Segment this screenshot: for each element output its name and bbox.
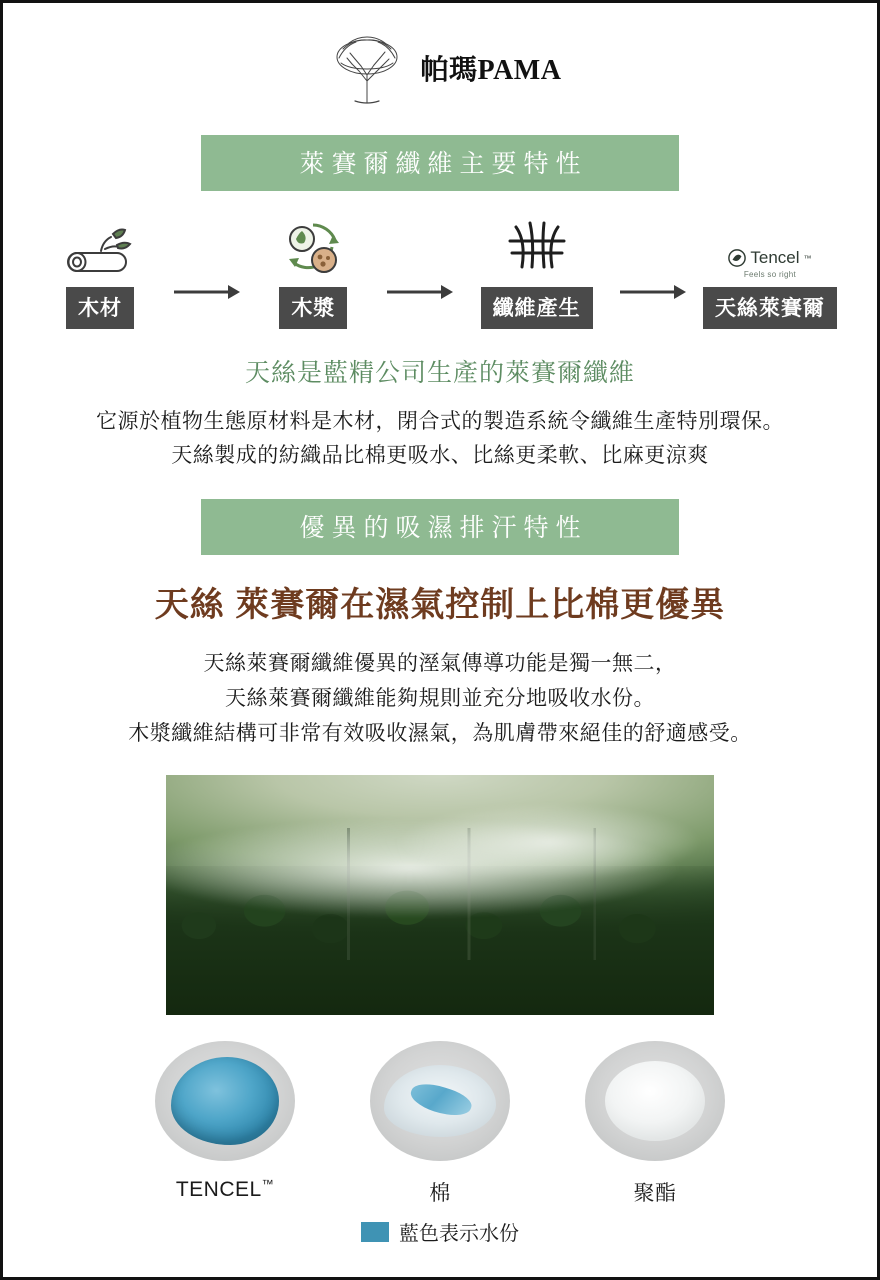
polyester-fiber-moisture-image	[585, 1041, 725, 1161]
flow-step-wood	[30, 213, 170, 329]
tencel-trademark: ™	[803, 253, 812, 263]
section-2-paragraph-line-2: 天絲萊賽爾纖維能夠規則並充分地吸收水份。	[225, 687, 655, 710]
legend-label: 藍色表示水份	[399, 1223, 519, 1245]
flow-label-tencel: 天絲萊賽爾	[703, 287, 837, 329]
flow-step-pulp	[243, 213, 383, 329]
right-arrow-icon-3	[617, 259, 689, 329]
legend-color-swatch	[361, 1222, 389, 1242]
fiber-sample-tencel	[130, 1041, 320, 1207]
flow-step-fiber	[457, 213, 617, 329]
tencel-badge	[728, 213, 811, 279]
cotton-moisture-blob	[384, 1065, 496, 1137]
fiber-sample-name-tencel: TENCEL	[175, 1178, 262, 1201]
brand-header	[3, 29, 877, 113]
lenzing-green-line: 天絲是藍精公司生產的萊賽爾纖維	[244, 359, 635, 387]
section-1-paragraph	[3, 405, 877, 473]
section-1-paragraph-line-1: 它源於植物生態原材料是木材，閉合式的製造系統令纖維生產特別環保。	[96, 410, 784, 433]
tencel-fiber-moisture-image	[155, 1041, 295, 1161]
fiber-bundle-icon	[502, 213, 572, 279]
tencel-logo-icon	[728, 213, 811, 279]
section-2-headline: 天絲 萊賽爾在濕氣控制上比棉更優異	[154, 586, 726, 624]
section-2-paragraph-line-3: 木漿纖維結構可非常有效吸收濕氣，為肌膚帶來絕佳的舒適感受。	[128, 722, 752, 745]
section-2-paragraph	[3, 646, 877, 751]
fiber-sample-row	[130, 1041, 750, 1207]
tencel-tagline: Feels so right	[743, 270, 797, 279]
right-arrow-icon-1	[171, 259, 243, 329]
flow-label-wood: 木材	[66, 287, 134, 329]
moisture-legend	[3, 1217, 877, 1246]
tencel-badge-row	[728, 248, 811, 268]
fiber-sample-tm-tencel: ™	[261, 1177, 275, 1191]
fiber-sample-label-polyester: 聚酯	[633, 1182, 677, 1205]
cotton-fiber-moisture-image	[370, 1041, 510, 1161]
fiber-sample-label-tencel	[130, 1177, 320, 1202]
brand-name: 帕瑪PAMA	[420, 55, 562, 86]
forest-mist-photo	[166, 775, 714, 1015]
section-1-paragraph-line-2: 天絲製成的紡織品比棉更吸水、比絲更柔軟、比麻更涼爽	[171, 444, 709, 467]
section-2-paragraph-line-1: 天絲萊賽爾纖維優異的溼氣傳導功能是獨一無二，	[203, 652, 677, 675]
section-1-title-bar: 萊賽爾纖維主要特性	[201, 135, 679, 191]
log-wood-icon	[61, 213, 139, 279]
process-flow	[30, 213, 850, 329]
flow-step-tencel	[690, 213, 850, 329]
recycle-pulp-icon	[275, 213, 351, 279]
section-2-title-bar: 優異的吸濕排汗特性	[201, 499, 679, 555]
tencel-moisture-blob	[171, 1057, 279, 1145]
right-arrow-icon-2	[384, 259, 456, 329]
flow-label-pulp: 木漿	[279, 287, 347, 329]
fiber-sample-cotton	[345, 1041, 535, 1207]
polyester-moisture-blob	[605, 1061, 705, 1141]
fiber-sample-polyester	[560, 1041, 750, 1207]
tencel-word: Tencel	[750, 248, 800, 267]
fiber-sample-label-cotton: 棉	[429, 1182, 451, 1205]
flow-label-fiber: 纖維產生	[481, 287, 593, 329]
tree-icon	[319, 31, 415, 111]
tencel-mark-icon	[728, 249, 746, 267]
photo-mist-layer-2	[358, 794, 714, 890]
